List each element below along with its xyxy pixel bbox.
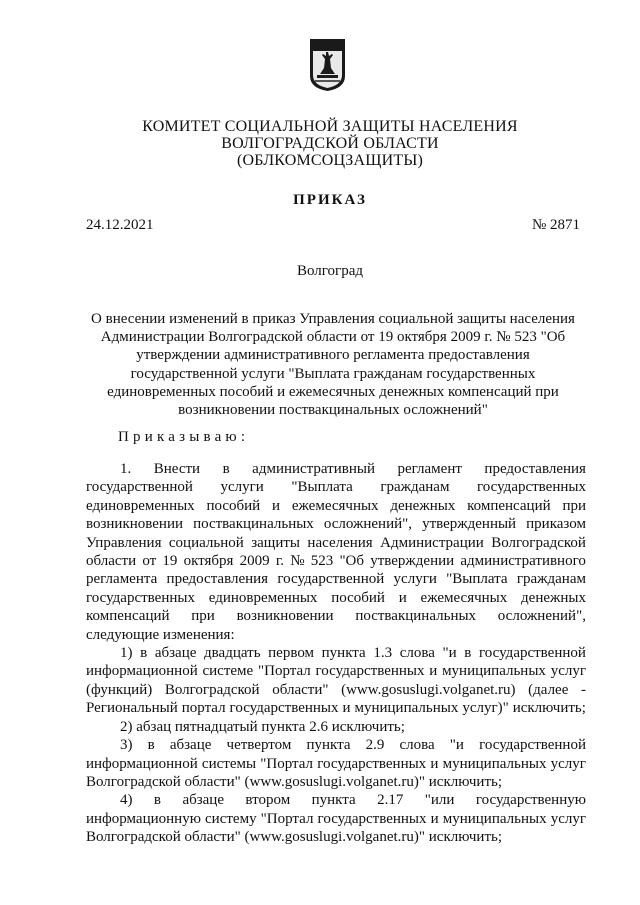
word: "или — [424, 792, 455, 809]
word: области — [86, 553, 137, 570]
word: регламент — [397, 461, 462, 477]
word: Волгоградской — [491, 534, 586, 551]
word: административный — [252, 461, 375, 477]
word: единовременных — [86, 497, 195, 514]
item-4-line: Волгоградской области" (www.gosuslugi.volganet.ru)" исключить; — [86, 829, 503, 846]
word: муниципальных — [442, 663, 546, 680]
word: административного — [460, 553, 586, 570]
subject-line: государственной услуги "Выплата гражданам государственных — [130, 365, 536, 382]
word: "и — [442, 645, 457, 662]
word: услуги — [393, 571, 437, 588]
word: муниципальных — [354, 700, 459, 717]
word: социальной — [168, 534, 244, 551]
word: (функций) — [86, 681, 153, 698]
word: возникновении — [86, 516, 184, 533]
word: абзаце — [154, 645, 197, 662]
item-4-line — [86, 791, 586, 809]
word: и — [429, 663, 438, 680]
word: Волгоградской — [164, 681, 260, 698]
word: 19 — [162, 553, 178, 570]
word: "Выплата — [291, 479, 353, 496]
word: "Портал — [257, 663, 311, 680]
paragraph-1-line — [86, 478, 586, 496]
word: абзаце — [182, 792, 224, 809]
word: государственную — [475, 792, 586, 809]
item-2-line: 2) абзац пятнадцатый пункта 2.6 исключить; — [120, 718, 405, 735]
word: утвержденный — [422, 516, 517, 533]
word: пособий — [206, 497, 261, 514]
word: - — [581, 681, 586, 698]
paragraph-1-line — [86, 534, 586, 552]
word: при — [191, 608, 215, 625]
paragraph-1-line — [86, 515, 586, 533]
word: исключить; — [512, 700, 586, 717]
word: 1. — [120, 461, 132, 477]
word: услуги — [220, 479, 264, 496]
word: в — [153, 792, 162, 809]
word: приказом — [526, 516, 586, 533]
word: слова — [399, 645, 435, 662]
word: государственной — [277, 571, 385, 588]
organization-name-line1: КОМИТЕТ СОЦИАЛЬНОЙ ЗАЩИТЫ НАСЕЛЕНИЯ — [142, 118, 518, 135]
item-1-line — [86, 699, 586, 717]
word: "Портал — [260, 810, 314, 827]
word: при — [562, 497, 586, 514]
word: поствакцинальных — [193, 516, 314, 533]
word: Администрации — [380, 534, 484, 551]
word: портал — [181, 700, 226, 717]
word: возникновении — [236, 608, 334, 625]
word: Внести — [153, 461, 201, 477]
word: втором — [245, 792, 291, 809]
word: государственных — [315, 663, 425, 680]
word: и — [342, 700, 351, 717]
word: первом — [268, 645, 315, 662]
word: компенсаций — [467, 497, 551, 514]
word: пункта — [321, 645, 366, 662]
paragraph-1-line — [86, 589, 586, 607]
organization-abbreviation: (ОБЛКОМСОЦЗАЩИТЫ) — [236, 152, 424, 169]
item-3-line: Волгоградской области" (www.gosuslugi.volganet.ru)" исключить; — [86, 773, 503, 790]
word: области" — [272, 681, 329, 698]
item-1-line — [86, 681, 586, 699]
subject-line: О внесении изменений в приказ Управления социальной защиты населения — [91, 311, 575, 327]
paragraph-1-line — [86, 607, 586, 625]
word: населения — [307, 534, 373, 551]
word: "Выплата — [446, 571, 508, 588]
word: 1) — [120, 645, 133, 662]
word: 2009 — [239, 553, 270, 570]
word: государственной — [479, 737, 586, 754]
word: от — [142, 553, 157, 570]
paragraph-1-line — [86, 570, 586, 588]
word: № — [290, 553, 305, 570]
orders-heading: Приказываю: — [118, 429, 250, 445]
organization-name-line2: ВОЛГОГРАДСКОЙ ОБЛАСТИ — [221, 135, 439, 152]
word: муниципальных — [442, 810, 547, 827]
document-body — [86, 460, 586, 847]
word: пункта — [306, 737, 351, 754]
word: предоставления — [166, 571, 269, 588]
paragraph-1-line — [86, 552, 586, 570]
word: государственных — [86, 589, 195, 606]
word: услуг — [550, 810, 586, 827]
word: (далее — [528, 681, 569, 698]
word: предоставления — [484, 461, 586, 477]
word: денежных — [521, 589, 586, 606]
word: услуг — [550, 663, 586, 680]
word: 2.9 — [365, 737, 385, 754]
word: и — [430, 755, 439, 772]
word: регламента — [86, 571, 158, 588]
word: 3) — [120, 737, 133, 754]
word: и — [398, 589, 407, 606]
word: услуг)" — [462, 700, 509, 717]
word: ежемесячных — [420, 589, 508, 606]
word: информационную — [86, 810, 201, 827]
subject-line: Администрации Волгоградской области от 19 октября 2009 г. № 523 "Об — [100, 329, 566, 346]
word: и — [272, 497, 281, 514]
word: в — [222, 461, 230, 477]
document-type: ПРИКАЗ — [293, 192, 367, 208]
word: 2.17 — [377, 792, 404, 809]
document-date: 24.12.2021 — [86, 217, 154, 233]
word: абзаце — [169, 737, 212, 754]
word: слова — [399, 737, 435, 754]
item-1-line — [86, 644, 586, 662]
word: осложнений", — [497, 608, 586, 625]
word: систему — [205, 810, 257, 827]
word: информационной — [86, 663, 198, 680]
word: системе — [202, 663, 254, 680]
word: государственной — [86, 479, 193, 496]
word: информационной — [86, 755, 198, 772]
word: 1.3 — [373, 645, 393, 662]
word: г. — [275, 553, 285, 570]
word: муниципальных — [442, 755, 547, 772]
word: пособий — [331, 589, 385, 606]
word: пункта — [311, 792, 356, 809]
subject-line: возникновении поствакцинальных осложнений" — [178, 402, 488, 419]
word: 4) — [120, 792, 133, 809]
item-3-line — [86, 755, 586, 773]
word: двадцать — [204, 645, 261, 662]
word: "и — [449, 737, 464, 754]
word: поствакцинальных — [355, 608, 477, 625]
word: в — [147, 737, 155, 754]
word: услуг — [550, 755, 586, 772]
word: системы — [201, 755, 257, 772]
paragraph-1-line — [86, 460, 586, 478]
word: утверждении — [370, 553, 455, 570]
volgograd-coat-of-arms-icon — [309, 38, 346, 92]
word: денежных — [390, 497, 456, 514]
item-1-line — [86, 662, 586, 680]
word: компенсаций — [86, 608, 170, 625]
item-4-line — [86, 810, 586, 828]
word: 523 — [310, 553, 334, 570]
word: октября — [183, 553, 234, 570]
word: осложнений", — [323, 516, 413, 533]
word: единовременных — [208, 589, 318, 606]
word: гражданам — [380, 479, 450, 496]
word: гражданам — [516, 571, 586, 588]
word: в — [464, 645, 472, 662]
word: в — [140, 645, 148, 662]
item-3-line — [86, 736, 586, 754]
word: государственных — [317, 810, 427, 827]
word: и — [430, 810, 439, 827]
paragraph-1-line: следующие изменения: — [86, 626, 235, 643]
word: защиты — [251, 534, 300, 551]
document-number: № 2871 — [531, 217, 580, 233]
word: государственных — [229, 700, 339, 717]
word: государственных — [477, 479, 586, 496]
word: Региональный — [86, 700, 178, 717]
word: ежемесячных — [291, 497, 379, 514]
document-subject — [80, 310, 586, 419]
word: "Портал — [260, 755, 314, 772]
word: государственной — [479, 645, 586, 662]
paragraph-1-line — [86, 497, 586, 515]
document-city: Волгоград — [296, 263, 363, 279]
word: "Об — [339, 553, 365, 570]
word: четвертом — [226, 737, 292, 754]
word: (www.gosuslugi.volganet.ru) — [341, 681, 516, 698]
word: Управления — [86, 534, 162, 551]
word: государственных — [317, 755, 427, 772]
subject-line: утверждении административного регламента предоставления — [136, 347, 530, 364]
subject-line: единовременных пособий и ежемесячных денежных компенсаций при — [107, 383, 559, 400]
